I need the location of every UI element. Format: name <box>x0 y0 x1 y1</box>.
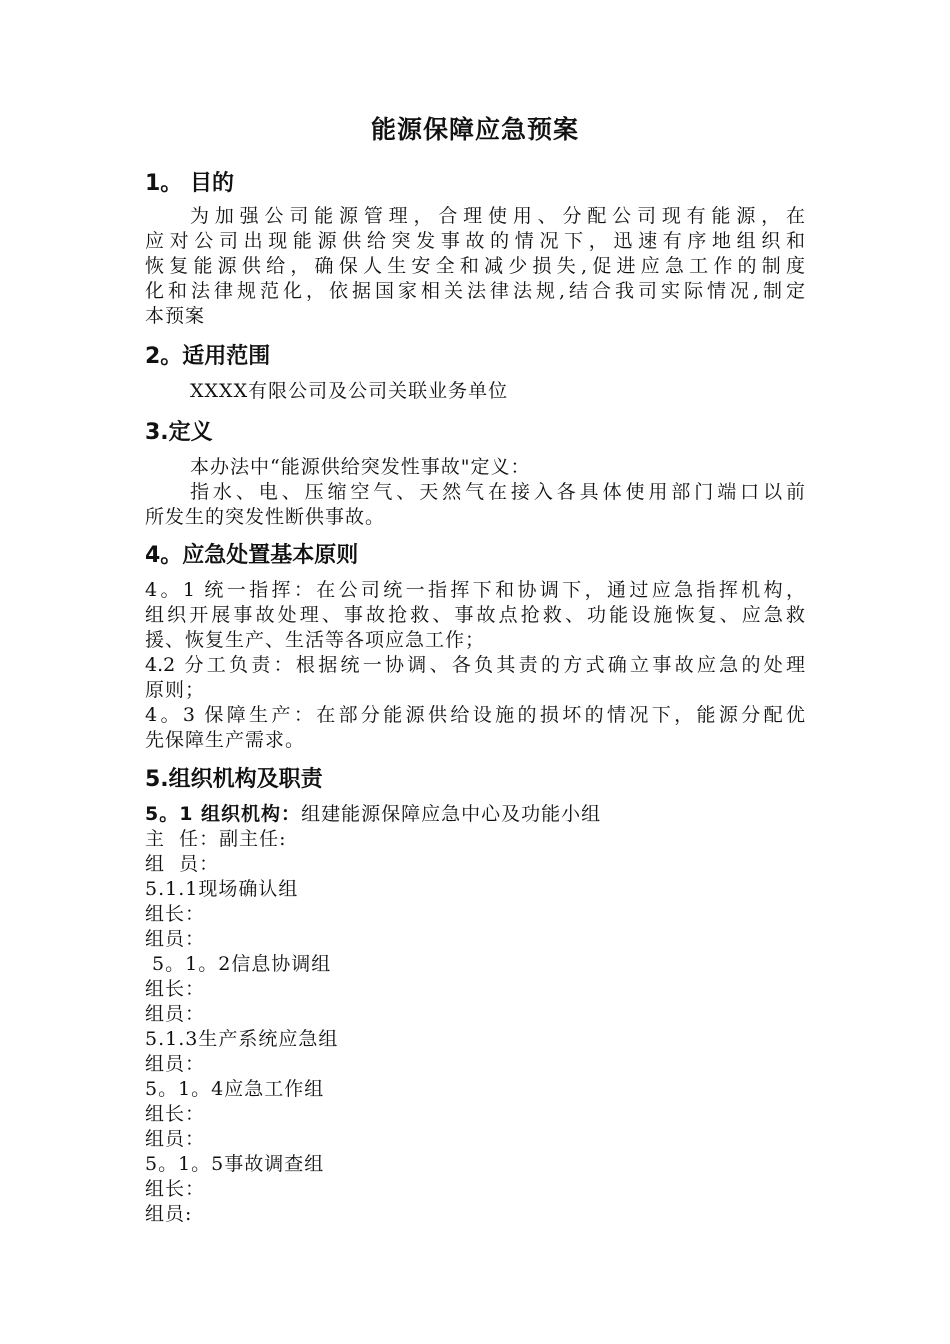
definition-line: 本办法中“能源供给突发性事故"定义： <box>190 456 531 478</box>
principles-line: 4。1 统一指挥：在公司统一指挥下和协调下，通过应急指挥机构， <box>145 579 805 601</box>
definition-line: 所发生的突发性断供事故。 <box>145 506 386 528</box>
principles-line: 4.2 分工负责：根据统一协调、各负其责的方式确立事故应急的处理 <box>145 654 805 676</box>
org-line: 组长： <box>145 1178 206 1200</box>
org-line: 组员: <box>145 1203 193 1225</box>
section-heading-definition: 3.定义 <box>145 420 213 445</box>
purpose-line: 恢复能源供给，确保人生安全和减少损失,促进应急工作的制度 <box>145 255 805 277</box>
scope-text: XXXX有限公司及公司关联业务单位 <box>190 380 509 402</box>
principles-line: 援、恢复生产、生活等各项应急工作； <box>145 629 486 651</box>
section-heading-purpose: 1。 目的 <box>145 171 234 196</box>
org-structure-line <box>145 802 601 826</box>
org-line: 组员： <box>145 1128 206 1150</box>
org-line: 主 任：副主任: <box>145 828 287 850</box>
org-line: 5.1.3生产系统应急组 <box>145 1028 339 1050</box>
org-line: 组 员： <box>145 853 220 875</box>
org-line: 组长： <box>145 1103 206 1125</box>
principles-line: 4。3 保障生产：在部分能源供给设施的损坏的情况下，能源分配优 <box>145 704 805 726</box>
org-line: 组长： <box>145 903 206 925</box>
purpose-line: 为加强公司能源管理，合理使用、分配公司现有能源，在 <box>190 205 805 227</box>
document-title: 能源保障应急预案 <box>370 115 579 144</box>
org-line: 组长： <box>145 978 206 1000</box>
org-structure-label: 5。1 组织机构： <box>145 803 302 825</box>
org-line: 组员： <box>145 928 206 950</box>
org-line: 组员： <box>145 1003 206 1025</box>
section-heading-scope: 2。适用范围 <box>145 344 271 369</box>
org-line: 5。1。2信息协调组 <box>145 953 332 975</box>
principles-line: 组织开展事故处理、事故抢救、事故点抢救、功能设施恢复、应急救 <box>145 604 805 626</box>
principles-line: 原则； <box>145 679 206 701</box>
org-line: 组员： <box>145 1053 206 1075</box>
section-heading-principles: 4。应急处置基本原则 <box>145 543 359 568</box>
purpose-line: 应对公司出现能源供给突发事故的情况下，迅速有序地组织和 <box>145 230 805 252</box>
purpose-line: 本预案 <box>145 305 206 327</box>
org-line: 5。1。4应急工作组 <box>145 1078 325 1100</box>
org-structure-text: 组建能源保障应急中心及功能小组 <box>301 803 602 825</box>
section-heading-organization: 5.组织机构及职责 <box>145 767 323 792</box>
definition-line: 指水、电、压缩空气、天然气在接入各具体使用部门端口以前 <box>190 481 805 503</box>
principles-line: 先保障生产需求。 <box>145 729 306 751</box>
org-line: 5.1.1现场确认组 <box>145 878 299 900</box>
purpose-line: 化和法律规范化，依据国家相关法律法规,结合我司实际情况,制定 <box>145 280 805 302</box>
org-line: 5。1。5事故调查组 <box>145 1153 325 1175</box>
